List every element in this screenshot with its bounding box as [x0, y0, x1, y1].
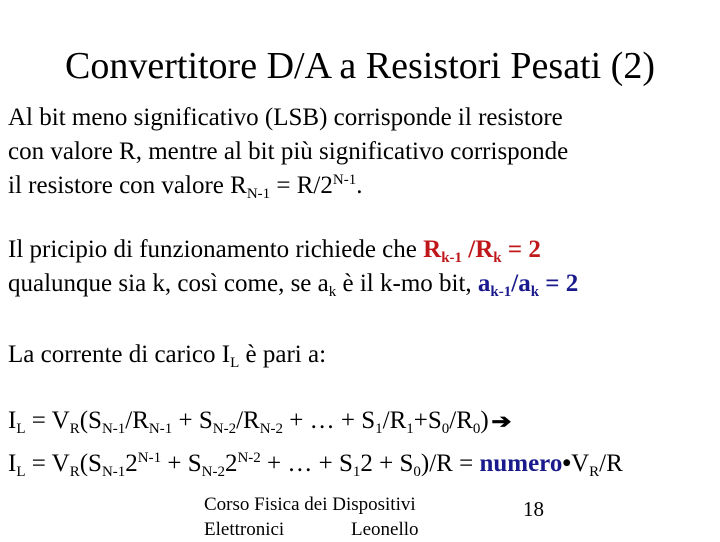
equation-1: $I_L = V_R(S_{N-1}/R_{N-1} + S_{N-2}/R_{N-2}$ + … + $S_1/R_1+S_0/R_0$) ➔	[8, 407, 512, 437]
arrow-right-icon: ➔	[491, 411, 512, 433]
text-line: il resistore con valore $R_{N-1} = R/2^{N-1}$.	[8, 172, 363, 202]
slide-title: Convertitore D/A a Resistori Pesati (2)	[65, 45, 655, 87]
paragraph-current	[8, 338, 326, 372]
page-number: 18	[523, 497, 544, 521]
equation-2: $I_L = V_R(S_{N-1}2^{N-1} + S_{N-2}2^{N-2}$ + … + $S_12 + S_0)/R$ = $numero•V_R/R$	[8, 450, 623, 480]
paragraph-lsb	[8, 101, 568, 203]
footer-line: Elettronici Leonello	[204, 519, 419, 540]
numero-label: numero	[479, 450, 563, 477]
paragraph-principle	[8, 233, 578, 301]
bullet-dot: •	[562, 450, 572, 477]
text-line: qualunque sia k, così come, se $a_k$ è il k-mo bit, $a_{k-1}/a_k = 2$	[8, 270, 579, 300]
ratio-condition-red: $R_{k-1}$ $/R_k = 2$	[423, 236, 541, 266]
text-line: con valore R, mentre al bit più significativo corrisponde	[8, 138, 569, 165]
text-line: Al bit meno significativo (LSB) corrisponde il resistore	[8, 104, 563, 131]
text-line: Il pricipio di funzionamento richiede che $R_{k-1}$ $/R_k = 2$	[8, 236, 541, 266]
text-line: La corrente di carico $I_L$ è pari a:	[8, 341, 327, 371]
footer-course	[204, 492, 419, 542]
ratio-condition-blue: $a_{k-1}/a_k = 2$	[477, 270, 579, 300]
footer-line: Corso Fisica dei Dispositivi	[204, 494, 416, 515]
